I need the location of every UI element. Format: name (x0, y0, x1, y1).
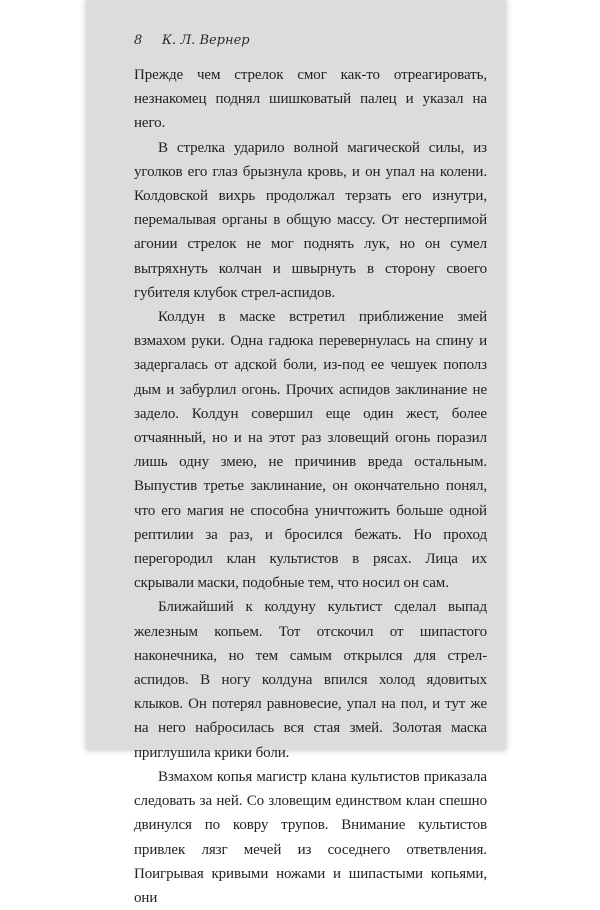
paragraph: Прежде чем стрелок смог как-то отреагировать, незнакомец поднял шишковатый палец и указал на него. (134, 67, 487, 132)
paragraph: Колдун в маске встретил приближение змей взмахом руки. Одна гадюка перевернулась на спину и задергалась от адской боли, из-под ее чешуек пополз дым и забурлил огонь. Прочих аспидов заклинание не задело. Колдун совершил еще один жест, более отчаянный, но и на этот раз зловещий огонь поразил лишь одну змею, не причинив вреда остальным. Выпустив третье заклинание, он окончательно понял, что его магия не способна уничтожить больше одной рептилии за раз, и бросился бежать. Но проход перегородил клан культистов в рясах. Лица их скрывали маски, подобные тем, что носил он сам. (134, 309, 487, 592)
page-text (134, 63, 487, 910)
page-number: 8 (134, 33, 143, 48)
paragraph: Ближайший к колдуну культист сделал выпад железным копьем. Тот отскочил от шипастого наконечника, но тем самым открылся для стрел-аспидов. В ногу колдуна впился холод ядовитых клыков. Он потерял равновесие, упал на пол, и тут же на него набросилась вся стая змей. Золотая маска приглушила крики боли. (134, 599, 487, 761)
running-header (134, 33, 250, 48)
paragraph: В стрелка ударило волной магической силы, из уголков его глаз брызнула кровь, и он упал на колени. Колдовской вихрь продолжал терзать его изнутри, перемалывая органы в общую массу. От нестерпимой агонии стрелок не мог поднять лук, но он сумел вытряхнуть колчан и швырнуть в сторону своего губителя клубок стрел-аспидов. (134, 139, 487, 301)
book-page (86, 0, 506, 906)
paragraph: Взмахом копья магистр клана культистов приказала следовать за ней. Со зловещим единством клан спешно двинулся по ковру трупов. Внимание культистов привлек лязг мечей из соседнего ответвления. Поигрывая кривыми ножами и шипастыми копьями, они (134, 768, 487, 906)
author-name: К. Л. Вернер (162, 33, 250, 48)
